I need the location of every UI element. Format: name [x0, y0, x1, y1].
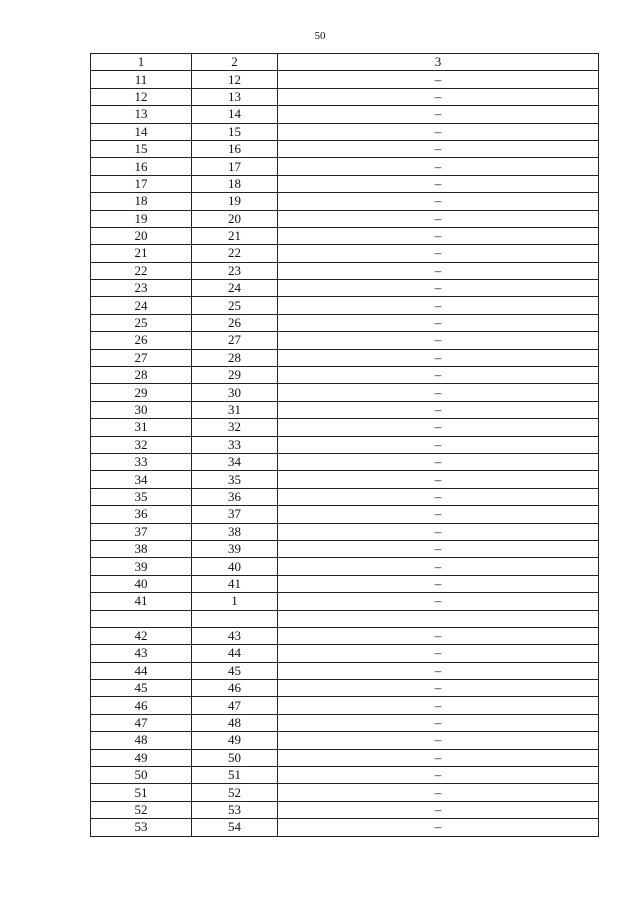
table-row [91, 488, 599, 505]
table-cell-col3: – [278, 767, 599, 784]
table-row [91, 123, 599, 140]
table-cell-col1: 44 [91, 662, 192, 679]
table-row [91, 401, 599, 418]
table-row [91, 419, 599, 436]
table-row [91, 436, 599, 453]
table-cell-col2: 32 [192, 419, 278, 436]
table-cell-col1: 49 [91, 749, 192, 766]
table-cell-col3: – [278, 245, 599, 262]
table-cell-col2: 48 [192, 714, 278, 731]
table-cell-col1: 41 [91, 593, 192, 610]
table-cell-col3: – [278, 384, 599, 401]
table-cell-col1: 30 [91, 401, 192, 418]
data-table [90, 53, 599, 837]
table-cell-col1: 53 [91, 819, 192, 836]
table-cell-col1: 32 [91, 436, 192, 453]
table-cell-col2: 18 [192, 175, 278, 192]
table-row [91, 697, 599, 714]
table-row [91, 714, 599, 731]
table-cell-col2: 54 [192, 819, 278, 836]
column-header-1: 1 [91, 54, 192, 71]
table-cell-col2: 41 [192, 575, 278, 592]
table-gap-row [91, 610, 599, 627]
table-row [91, 749, 599, 766]
table-row [91, 784, 599, 801]
table-row [91, 575, 599, 592]
table-cell-col2: 17 [192, 158, 278, 175]
table-row [91, 627, 599, 644]
table-cell-col3: – [278, 714, 599, 731]
table-cell-col1: 35 [91, 488, 192, 505]
table-cell-col3: – [278, 819, 599, 836]
table-cell-col2: 39 [192, 540, 278, 557]
table-cell-col2: 52 [192, 784, 278, 801]
table-row [91, 280, 599, 297]
table-cell-col2: 47 [192, 697, 278, 714]
table-cell-col1: 26 [91, 332, 192, 349]
table-cell-col3: – [278, 575, 599, 592]
table-cell-col3: – [278, 506, 599, 523]
table-cell-col2: 12 [192, 71, 278, 88]
table-cell-col3: – [278, 801, 599, 818]
table-cell-col2: 45 [192, 662, 278, 679]
table-cell-col3: – [278, 784, 599, 801]
table-cell-col2: 29 [192, 367, 278, 384]
table-row [91, 297, 599, 314]
table-row [91, 193, 599, 210]
table-cell-col1: 42 [91, 627, 192, 644]
table-cell-col1: 18 [91, 193, 192, 210]
table-cell-col1: 46 [91, 697, 192, 714]
table-cell-col2: 40 [192, 558, 278, 575]
table-empty-cell [91, 610, 192, 627]
table-cell-col2: 27 [192, 332, 278, 349]
table-row [91, 88, 599, 105]
table-cell-col2: 28 [192, 349, 278, 366]
table-row [91, 175, 599, 192]
table-row [91, 262, 599, 279]
table-row [91, 314, 599, 331]
table-row [91, 71, 599, 88]
page-number: 50 [314, 30, 326, 42]
table-cell-col2: 51 [192, 767, 278, 784]
table-cell-col2: 49 [192, 732, 278, 749]
table-row [91, 471, 599, 488]
table-cell-col1: 38 [91, 540, 192, 557]
table-cell-col2: 53 [192, 801, 278, 818]
table-cell-col1: 39 [91, 558, 192, 575]
table-cell-col2: 14 [192, 106, 278, 123]
table-cell-col3: – [278, 419, 599, 436]
table-cell-col3: – [278, 645, 599, 662]
table-empty-cell [278, 610, 599, 627]
table-cell-col2: 15 [192, 123, 278, 140]
table-cell-col3: – [278, 540, 599, 557]
table-cell-col1: 23 [91, 280, 192, 297]
table-row [91, 384, 599, 401]
table-cell-col1: 33 [91, 453, 192, 470]
table-cell-col2: 25 [192, 297, 278, 314]
table-cell-col1: 24 [91, 297, 192, 314]
table-cell-col3: – [278, 314, 599, 331]
table-cell-col3: – [278, 436, 599, 453]
table-cell-col1: 19 [91, 210, 192, 227]
table-cell-col2: 43 [192, 627, 278, 644]
table-empty-cell [192, 610, 278, 627]
table-cell-col3: – [278, 280, 599, 297]
table-row [91, 158, 599, 175]
table-row [91, 645, 599, 662]
table-row [91, 662, 599, 679]
table-cell-col2: 24 [192, 280, 278, 297]
table-cell-col2: 33 [192, 436, 278, 453]
table-cell-col3: – [278, 558, 599, 575]
table-cell-col1: 48 [91, 732, 192, 749]
column-header-3: 3 [278, 54, 599, 71]
table-cell-col1: 29 [91, 384, 192, 401]
table-row [91, 227, 599, 244]
table-cell-col2: 30 [192, 384, 278, 401]
table-cell-col2: 34 [192, 453, 278, 470]
table-cell-col1: 15 [91, 140, 192, 157]
table-row [91, 453, 599, 470]
table-row [91, 523, 599, 540]
table-row [91, 558, 599, 575]
table-header-row [91, 54, 599, 71]
table-cell-col3: – [278, 210, 599, 227]
table-cell-col2: 19 [192, 193, 278, 210]
table-cell-col3: – [278, 749, 599, 766]
table-row [91, 593, 599, 610]
table-cell-col1: 14 [91, 123, 192, 140]
table-cell-col2: 35 [192, 471, 278, 488]
table-cell-col3: – [278, 627, 599, 644]
table-cell-col2: 37 [192, 506, 278, 523]
table-cell-col3: – [278, 732, 599, 749]
table-cell-col1: 25 [91, 314, 192, 331]
table-cell-col2: 26 [192, 314, 278, 331]
table-row [91, 210, 599, 227]
table-cell-col3: – [278, 297, 599, 314]
table-row [91, 367, 599, 384]
table-row [91, 332, 599, 349]
table-cell-col1: 34 [91, 471, 192, 488]
table-cell-col3: – [278, 471, 599, 488]
table-cell-col2: 31 [192, 401, 278, 418]
table-cell-col2: 16 [192, 140, 278, 157]
table-cell-col2: 46 [192, 680, 278, 697]
table-cell-col2: 13 [192, 88, 278, 105]
table-row [91, 819, 599, 836]
table-row [91, 140, 599, 157]
table-row [91, 349, 599, 366]
table-cell-col2: 36 [192, 488, 278, 505]
table-cell-col1: 13 [91, 106, 192, 123]
table-cell-col3: – [278, 175, 599, 192]
table-cell-col1: 40 [91, 575, 192, 592]
table-cell-col1: 45 [91, 680, 192, 697]
table-cell-col1: 27 [91, 349, 192, 366]
table-row [91, 801, 599, 818]
table-cell-col3: – [278, 332, 599, 349]
table-cell-col3: – [278, 367, 599, 384]
table-cell-col1: 28 [91, 367, 192, 384]
table-cell-col1: 47 [91, 714, 192, 731]
table-cell-col3: – [278, 488, 599, 505]
table-cell-col2: 38 [192, 523, 278, 540]
table-cell-col3: – [278, 71, 599, 88]
table-cell-col3: – [278, 158, 599, 175]
table-cell-col3: – [278, 401, 599, 418]
table-cell-col1: 36 [91, 506, 192, 523]
table-cell-col3: – [278, 262, 599, 279]
table-cell-col3: – [278, 349, 599, 366]
table-cell-col1: 22 [91, 262, 192, 279]
table-cell-col1: 20 [91, 227, 192, 244]
column-header-2: 2 [192, 54, 278, 71]
table-row [91, 506, 599, 523]
table-cell-col1: 43 [91, 645, 192, 662]
table-row [91, 767, 599, 784]
table-row [91, 540, 599, 557]
table-cell-col2: 20 [192, 210, 278, 227]
table-cell-col2: 1 [192, 593, 278, 610]
table-row [91, 680, 599, 697]
table-cell-col1: 16 [91, 158, 192, 175]
table-cell-col2: 44 [192, 645, 278, 662]
table-cell-col3: – [278, 123, 599, 140]
table-cell-col3: – [278, 453, 599, 470]
table-cell-col1: 21 [91, 245, 192, 262]
table-cell-col3: – [278, 227, 599, 244]
table-cell-col1: 51 [91, 784, 192, 801]
table-cell-col2: 23 [192, 262, 278, 279]
table-row [91, 245, 599, 262]
table-cell-col3: – [278, 697, 599, 714]
table-row [91, 106, 599, 123]
table-cell-col3: – [278, 140, 599, 157]
table-row [91, 732, 599, 749]
table-cell-col3: – [278, 680, 599, 697]
table-cell-col1: 12 [91, 88, 192, 105]
table-cell-col1: 37 [91, 523, 192, 540]
table-cell-col1: 17 [91, 175, 192, 192]
table-cell-col1: 31 [91, 419, 192, 436]
table-cell-col3: – [278, 593, 599, 610]
table-cell-col3: – [278, 193, 599, 210]
table-cell-col1: 11 [91, 71, 192, 88]
table-cell-col1: 50 [91, 767, 192, 784]
table-cell-col3: – [278, 106, 599, 123]
table-cell-col3: – [278, 662, 599, 679]
table-cell-col2: 50 [192, 749, 278, 766]
table-cell-col2: 22 [192, 245, 278, 262]
table-cell-col3: – [278, 88, 599, 105]
table-cell-col2: 21 [192, 227, 278, 244]
table-cell-col1: 52 [91, 801, 192, 818]
table-cell-col3: – [278, 523, 599, 540]
table-body [91, 71, 599, 836]
